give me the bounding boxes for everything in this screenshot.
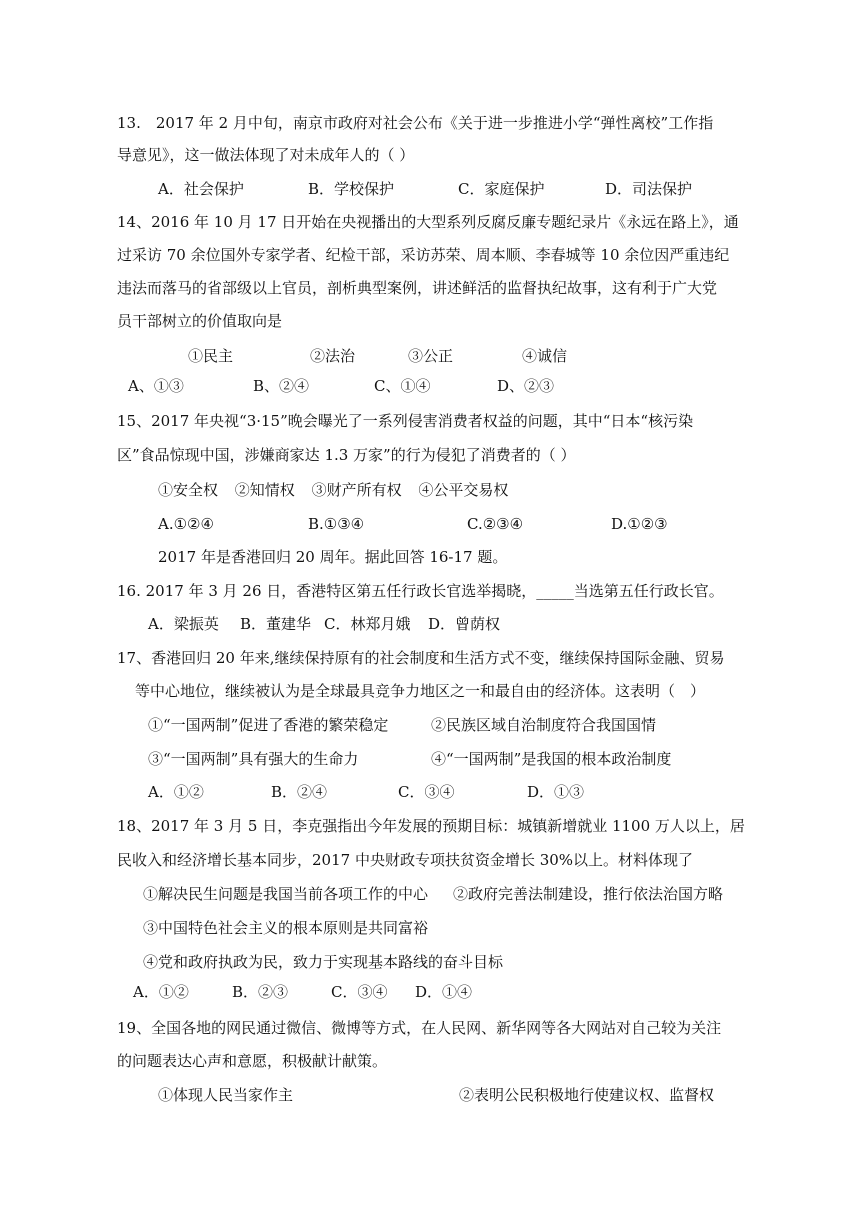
q14-item-1: ①民主 xyxy=(188,347,234,365)
q17-line-2: 等中心地位，继续被认为是全球最具竞争力地区之一和最自由的经济体。这表明（ ） xyxy=(135,682,706,700)
q15-option-a: A.①②④ xyxy=(158,515,214,533)
q17-item-2: ②民族区域自治制度符合我国国情 xyxy=(431,716,657,734)
q18-option-d: D．①④ xyxy=(415,983,473,1001)
q18-option-a: A．①② xyxy=(133,983,189,1001)
q14-item-2: ②法治 xyxy=(310,347,356,365)
section-intro: 2017 年是香港回归 20 周年。据此回答 16-17 题。 xyxy=(158,548,508,566)
q17-line-1: 17、香港回归 20 年来,继续保持原有的社会制度和生活方式不变，继续保持国际金融、贸易 xyxy=(117,649,725,667)
q18-line-2: 民收入和经济增长基本同步，2017 中央财政专项扶贫资金增长 30%以上。材料体现了 xyxy=(117,851,694,869)
q15-option-c: C.②③④ xyxy=(467,515,524,533)
q14-option-d: D、②③ xyxy=(497,377,555,395)
q16-option-c: C．林郑月娥 xyxy=(324,615,411,633)
q14-line-1: 14、2016 年 10 月 17 日开始在央视播出的大型系列反腐反廉专题纪录片《永远在路上》，通 xyxy=(117,213,739,231)
q14-item-3: ③公正 xyxy=(408,347,454,365)
q17-option-d: D．①③ xyxy=(527,783,585,801)
q16-option-d: D．曾荫权 xyxy=(428,615,501,633)
q15-items xyxy=(158,480,508,500)
q15-option-b: B.①③④ xyxy=(308,515,365,533)
q17-option-b: B．②④ xyxy=(271,783,328,801)
q19-item-2: ②表明公民积极地行使建议权、监督权 xyxy=(459,1086,715,1104)
q18-option-b: B．②③ xyxy=(232,983,289,1001)
q15-item-2: ②知情权 xyxy=(234,481,295,499)
q14-option-a: A、①③ xyxy=(128,377,184,395)
q18-item-3: ③中国特色社会主义的根本原则是共同富裕 xyxy=(143,919,429,937)
q13-option-b: B．学校保护 xyxy=(308,180,395,198)
q14-line-3: 违法而落马的省部级以上官员，剖析典型案例，讲述鲜活的监督执纪故事，这有利于广大党 xyxy=(117,279,718,297)
q17-option-a: A．①② xyxy=(148,783,204,801)
q15-item-1: ①安全权 xyxy=(158,481,219,499)
q18-item-4: ④党和政府执政为民，致力于实现基本路线的奋斗目标 xyxy=(143,953,504,971)
q15-item-3: ③财产所有权 xyxy=(311,481,402,499)
q15-line-1: 15、2017 年央视“3·15”晚会曝光了一系列侵害消费者权益的问题，其中“日本“核污染 xyxy=(117,412,694,430)
q13-line-1: 13. 2017 年 2 月中旬，南京市政府对社会公布《关于进一步推进小学“弹性离校”工作指 xyxy=(117,114,714,132)
q17-item-4: ④“一国两制”是我国的根本政治制度 xyxy=(431,750,672,768)
q13-option-d: D．司法保护 xyxy=(605,180,693,198)
q16-option-a: A．梁振英 xyxy=(148,615,219,633)
q18-option-c: C．③④ xyxy=(331,983,388,1001)
q14-line-4: 员干部树立的价值取向是 xyxy=(117,312,283,330)
q15-option-d: D.①②③ xyxy=(611,515,668,533)
q16-option-b: B．董建华 xyxy=(240,615,312,633)
q15-line-2: 区”食品惊现中国，涉嫌商家达 1.3 万家”的行为侵犯了消费者的（ ） xyxy=(117,446,576,464)
q17-option-c: C．③④ xyxy=(398,783,455,801)
q18-line-1: 18、2017 年 3 月 5 日，李克强指出今年发展的预期目标：城镇新增就业 1100 万人以上，居 xyxy=(117,817,745,835)
q19-item-1: ①体现人民当家作主 xyxy=(158,1086,294,1104)
q17-item-3: ③“一国两制”具有强大的生命力 xyxy=(148,750,359,768)
q18-item-1: ①解决民生问题是我国当前各项工作的中心 xyxy=(143,885,429,903)
q13-option-c: C．家庭保护 xyxy=(458,180,545,198)
q14-line-2: 过采访 70 余位国外专家学者、纪检干部，采访苏荣、周本顺、李春城等 10 余位因严重违纪 xyxy=(117,246,730,264)
q13-line-2: 导意见》，这一做法体现了对未成年人的（ ） xyxy=(117,146,415,164)
q14-option-c: C、①④ xyxy=(374,377,431,395)
q17-item-1: ①“一国两制”促进了香港的繁荣稳定 xyxy=(148,716,389,734)
q14-item-4: ④诚信 xyxy=(522,347,568,365)
q13-option-a: A．社会保护 xyxy=(158,180,244,198)
q19-line-2: 的问题表达心声和意愿，积极献计献策。 xyxy=(117,1052,388,1070)
q18-item-2: ②政府完善法制建设，推行依法治国方略 xyxy=(453,885,724,903)
q19-line-1: 19、全国各地的网民通过微信、微博等方式，在人民网、新华网等各大网站对自己较为关注 xyxy=(117,1019,722,1037)
q16-line-1: 16. 2017 年 3 月 26 日，香港特区第五任行政长官选举揭晓，_____当选第五任行政长官。 xyxy=(117,582,724,600)
q15-item-4: ④公平交易权 xyxy=(418,481,509,499)
q14-option-b: B、②④ xyxy=(253,377,310,395)
